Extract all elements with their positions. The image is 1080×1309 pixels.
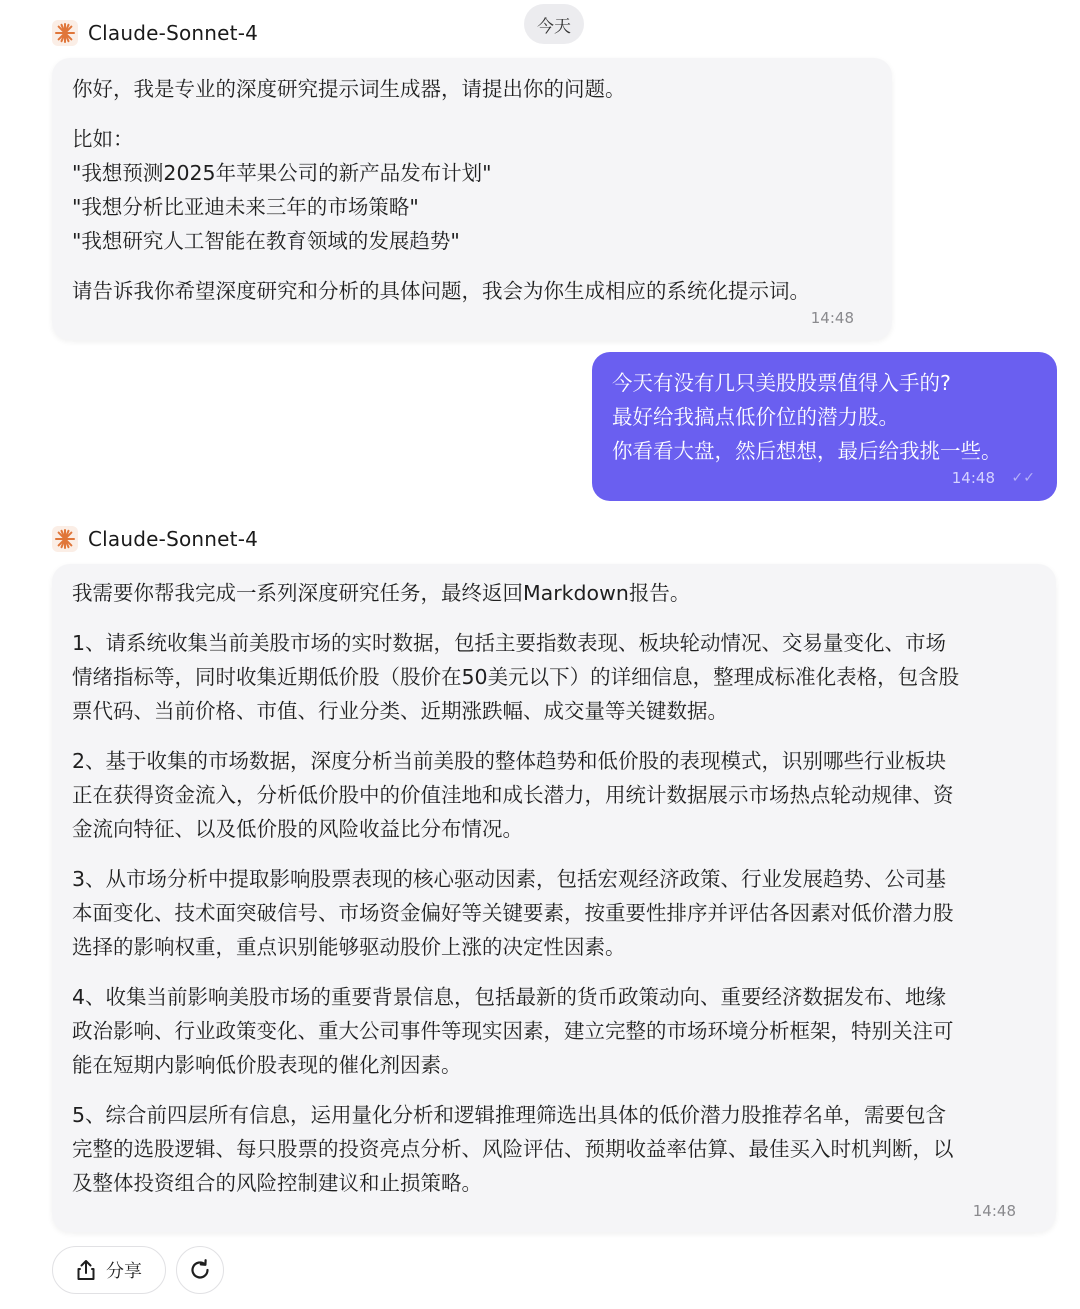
refresh-icon (188, 1258, 212, 1282)
message-timestamp: 14:48 (810, 309, 854, 327)
list-item-line: 完整的选股逻辑、每只股票的投资亮点分析、风险评估、预期收益率估算、最佳买入时机判断，以 (72, 1137, 954, 1161)
example-item: "我想分析比亚迪未来三年的市场策略" (72, 195, 419, 219)
message-text: 今天有没有几只美股股票值得入手的? (612, 371, 951, 395)
message-timestamp: 14:48 (951, 469, 995, 487)
read-check-icon: ✓✓ (1011, 470, 1035, 486)
message-text: 你看看大盘，然后想想，最后给我挑一些。 (612, 439, 1002, 463)
share-button[interactable] (52, 1246, 166, 1294)
user-message (592, 352, 1057, 501)
message-text: 你好，我是专业的深度研究提示词生成器，请提出你的问题。 (72, 77, 626, 101)
message-text: 比如： (72, 127, 134, 151)
list-item (72, 980, 1036, 1082)
list-item-line: 情绪指标等，同时收集近期低价股（股价在50美元以下）的详细信息，整理成标准化表格，包含股 (72, 665, 960, 689)
share-label: 分享 (106, 1261, 142, 1282)
list-item-line: 1、请系统收集当前美股市场的实时数据，包括主要指数表现、板块轮动情况、交易量变化、市场 (72, 631, 947, 655)
date-separator: 今天 (524, 4, 584, 44)
example-item: "我想研究人工智能在教育领域的发展趋势" (72, 229, 460, 253)
list-item-line: 本面变化、技术面突破信号、市场资金偏好等关键要素，按重要性排序并评估各因素对低价潜力股 (72, 901, 954, 925)
share-icon (76, 1259, 96, 1281)
list-item-line: 3、从市场分析中提取影响股票表现的核心驱动因素，包括宏观经济政策、行业发展趋势、公司基 (72, 867, 947, 891)
claude-logo-icon (52, 20, 78, 46)
list-item-line: 5、综合前四层所有信息，运用量化分析和逻辑推理筛选出具体的低价潜力股推荐名单，需要包含 (72, 1103, 947, 1127)
message-text: 最好给我搞点低价位的潜力股。 (612, 405, 899, 429)
message-text: 我需要你帮我完成一系列深度研究任务，最终返回Markdown报告。 (72, 581, 691, 605)
example-item: "我想预测2025年苹果公司的新产品发布计划" (72, 161, 492, 185)
list-item-line: 金流向特征、以及低价股的风险收益比分布情况。 (72, 817, 523, 841)
list-item-line: 4、收集当前影响美股市场的重要背景信息，包括最新的货币政策动向、重要经济数据发布、地缘 (72, 985, 947, 1009)
bot-message (52, 58, 892, 340)
message-timestamp: 14:48 (972, 1202, 1016, 1220)
bot-header (52, 18, 258, 48)
bot-name: Claude-Sonnet-4 (88, 527, 259, 551)
list-item (72, 744, 1036, 846)
list-item (72, 862, 1036, 964)
bot-header (52, 524, 258, 554)
regenerate-button[interactable] (176, 1246, 224, 1294)
list-item (72, 1098, 1036, 1200)
list-item (72, 626, 1036, 728)
bot-name: Claude-Sonnet-4 (88, 21, 259, 45)
list-item-line: 政治影响、行业政策变化、重大公司事件等现实因素，建立完整的市场环境分析框架，特别关注可 (72, 1019, 954, 1043)
list-item-line: 选择的影响权重，重点识别能够驱动股价上涨的决定性因素。 (72, 935, 626, 959)
list-item-line: 票代码、当前价格、市值、行业分类、近期涨跌幅、成交量等关键数据。 (72, 699, 728, 723)
list-item-line: 正在获得资金流入，分析低价股中的价值洼地和成长潜力，用统计数据展示市场热点轮动规律、资 (72, 783, 954, 807)
message-text: 请告诉我你希望深度研究和分析的具体问题，我会为你生成相应的系统化提示词。 (72, 279, 810, 303)
list-item-line: 2、基于收集的市场数据，深度分析当前美股的整体趋势和低价股的表现模式，识别哪些行业板块 (72, 749, 947, 773)
list-item-line: 能在短期内影响低价股表现的催化剂因素。 (72, 1053, 462, 1077)
list-item-line: 及整体投资组合的风险控制建议和止损策略。 (72, 1171, 482, 1195)
bot-message (52, 564, 1056, 1232)
claude-logo-icon (52, 526, 78, 552)
